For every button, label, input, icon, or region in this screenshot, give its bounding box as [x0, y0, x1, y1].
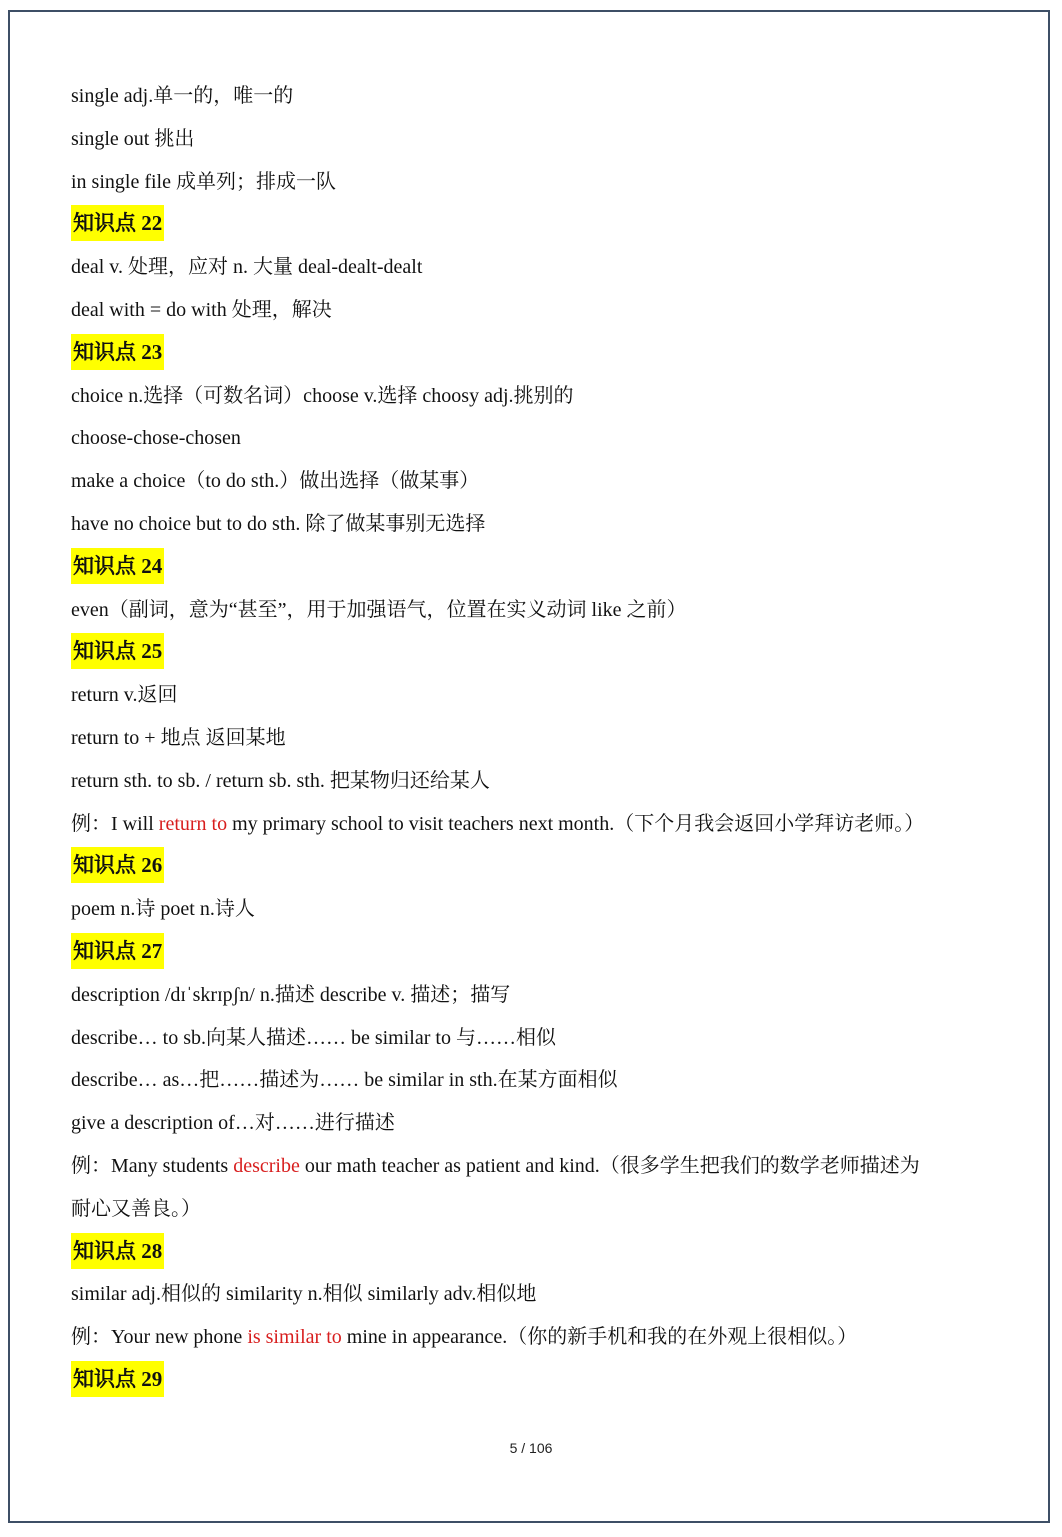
section-heading: 知识点 22	[71, 205, 164, 241]
text-line: in single file 成单列；排成一队	[71, 170, 336, 193]
text-line: deal v. 处理，应对 n. 大量 deal-dealt-dealt	[71, 256, 423, 279]
example-text: 例：I will	[71, 812, 159, 835]
section-heading: 知识点 25	[71, 633, 164, 669]
section-heading: 知识点 24	[71, 548, 164, 584]
text-line: single adj.单一的，唯一的	[71, 85, 294, 107]
section-heading: 知识点 23	[71, 334, 164, 370]
text-line: choose-chose-chosen	[71, 427, 241, 450]
example-text: 例：Many students	[71, 1154, 234, 1177]
text-line: describe… as…把……描述为…… be similar in sth.在某方面相似	[71, 1069, 618, 1092]
text-line: deal with = do with 处理，解决	[71, 298, 332, 321]
text-line: give a description of…对……进行描述	[71, 1112, 395, 1135]
section-heading: 知识点 26	[71, 847, 164, 883]
example-highlight: describe	[233, 1154, 300, 1177]
text-line: poem n.诗 poet n.诗人	[71, 898, 255, 921]
text-line: return sth. to sb. / return sb. sth. 把某物归还给某人	[71, 769, 490, 792]
text-line: even（副词，意为“甚至”，用于加强语气，位置在实义动词 like 之前）	[71, 598, 687, 621]
text-line: description /dɪˈskrɪpʃn/ n.描述 describe v. 描述；描写	[71, 983, 511, 1006]
text-line: make a choice（to do sth.）做出选择（做某事）	[71, 470, 480, 493]
example-sentence	[71, 1145, 1031, 1188]
text-line: similar adj.相似的 similarity n.相似 similarly adv.相似地	[71, 1283, 537, 1306]
text-line: single out 挑出	[71, 127, 195, 150]
example-text: our math teacher as patient and kind.（很多学生把我们的数学老师描述为	[299, 1154, 920, 1177]
section-heading-row	[71, 546, 1031, 589]
example-text: my primary school to visit teachers next month.（下个月我会返回小学拜访老师。）	[227, 812, 925, 835]
page-number: 5 / 106	[509, 1440, 553, 1456]
text-line: return to + 地点 返回某地	[71, 726, 286, 749]
text-line: describe… to sb.向某人描述…… be similar to 与……相似	[71, 1026, 556, 1049]
text-line: return v.返回	[71, 684, 178, 707]
text-line: have no choice but to do sth. 除了做某事别无选择	[71, 512, 486, 535]
text-line: 耐心又善良。）	[71, 1197, 201, 1220]
section-heading-row	[71, 1359, 1031, 1402]
example-sentence	[71, 1316, 1031, 1359]
section-heading-row	[71, 203, 1031, 246]
section-heading: 知识点 28	[71, 1233, 164, 1269]
example-highlight: is similar to	[247, 1326, 342, 1349]
section-heading: 知识点 27	[71, 933, 164, 969]
section-heading: 知识点 29	[71, 1361, 164, 1397]
section-heading-row	[71, 332, 1031, 375]
section-heading-row	[71, 845, 1031, 888]
example-text: mine in appearance.（你的新手机和我的在外观上很相似。）	[341, 1326, 858, 1349]
section-heading-row	[71, 931, 1031, 974]
text-line: choice n.选择（可数名词）choose v.选择 choosy adj.挑别的	[71, 384, 574, 407]
example-highlight: return to	[158, 812, 228, 835]
example-text: 例：Your new phone	[71, 1326, 248, 1349]
example-sentence	[71, 803, 1031, 846]
section-heading-row	[71, 631, 1031, 674]
section-heading-row	[71, 1231, 1031, 1274]
document-body	[71, 75, 1031, 1402]
